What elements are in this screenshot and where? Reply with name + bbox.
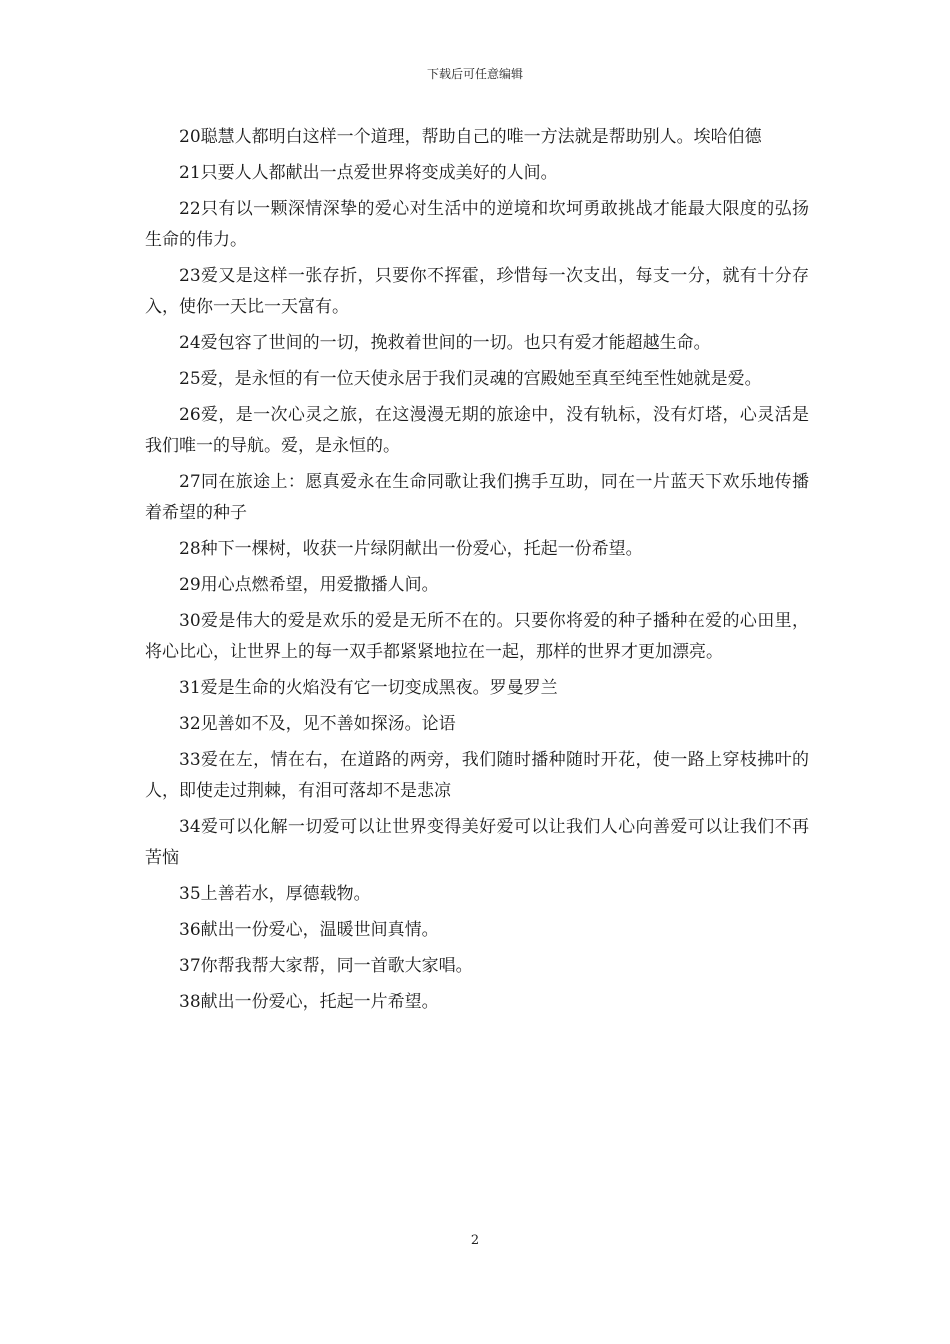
paragraph-30: 30爱是伟大的爱是欢乐的爱是无所不在的。只要你将爱的种子播种在爱的心田里，将心比心，让世界上的每一双手都紧紧地拉在一起，那样的世界才更加漂亮。 (145, 611, 809, 662)
paragraph-34: 34爱可以化解一切爱可以让世界变得美好爱可以让我们人心向善爱可以让我们不再苦恼 (145, 817, 809, 868)
paragraph-38: 38献出一份爱心，托起一片希望。 (179, 992, 439, 1012)
document-body (145, 122, 809, 1023)
paragraph-35: 35上善若水，厚德载物。 (179, 884, 371, 904)
paragraph-32: 32见善如不及，见不善如探汤。论语 (179, 714, 456, 734)
paragraph-28: 28种下一棵树，收获一片绿阴献出一份爱心，托起一份希望。 (179, 539, 643, 559)
paragraph-29: 29用心点燃希望，用爱撒播人间。 (179, 575, 439, 595)
paragraph-27: 27同在旅途上：愿真爱永在生命同歌让我们携手互助，同在一片蓝天下欢乐地传播着希望的种子 (145, 472, 809, 523)
paragraph-25: 25爱，是永恒的有一位天使永居于我们灵魂的宫殿她至真至纯至性她就是爱。 (179, 369, 762, 389)
paragraph-24: 24爱包容了世间的一切，挽救着世间的一切。也只有爱才能超越生命。 (179, 333, 711, 353)
paragraph-33: 33爱在左，情在右，在道路的两旁，我们随时播种随时开花，使一路上穿枝拂叶的人，即使走过荆棘，有泪可落却不是悲凉 (145, 750, 809, 801)
paragraph-36: 36献出一份爱心，温暖世间真情。 (179, 920, 439, 940)
page-number: 2 (470, 1233, 480, 1248)
paragraph-22: 22只有以一颗深情深挚的爱心对生活中的逆境和坎坷勇敢挑战才能最大限度的弘扬生命的伟力。 (145, 199, 809, 250)
page-header: 下载后可任意编辑 (426, 67, 523, 81)
paragraph-23: 23爱又是这样一张存折，只要你不挥霍，珍惜每一次支出，每支一分，就有十分存入，使你一天比一天富有。 (145, 266, 809, 317)
paragraph-26: 26爱，是一次心灵之旅，在这漫漫无期的旅途中，没有轨标，没有灯塔，心灵活是我们唯一的导航。爱，是永恒的。 (145, 405, 809, 456)
paragraph-20: 20聪慧人都明白这样一个道理，帮助自己的唯一方法就是帮助别人。埃哈伯德 (179, 127, 762, 147)
paragraph-21: 21只要人人都献出一点爱世界将变成美好的人间。 (179, 163, 558, 183)
paragraph-31: 31爱是生命的火焰没有它一切变成黑夜。罗曼罗兰 (179, 678, 558, 698)
paragraph-37: 37你帮我帮大家帮，同一首歌大家唱。 (179, 956, 473, 976)
